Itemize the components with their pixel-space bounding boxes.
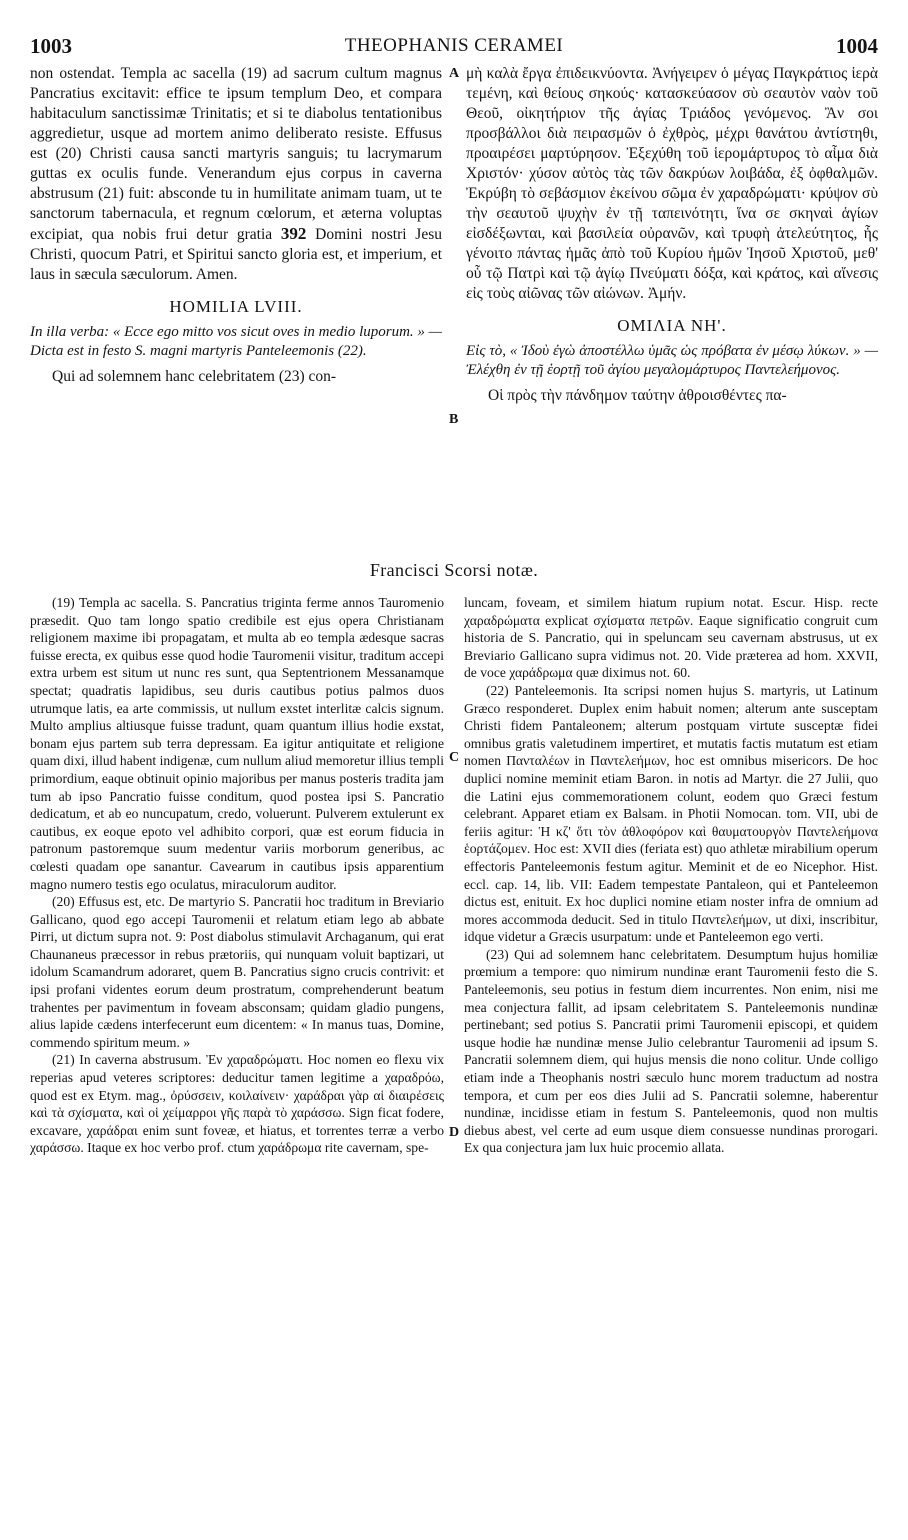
homily-greek-subtitle: Εἰς τὸ, « Ἰδοὺ ἐγὼ ἀποστέλλω ὑμᾶς ὡς πρόβατα ἐν μέσῳ λύκων. » — Ἐλέχθη ἐν τῇ ἑορτῇ τοῦ ἁγίου μεγαλομάρτυρος Παντελεήμονος.	[466, 343, 878, 378]
note-21: (21) In caverna abstrusum. Ἐν χαραδρώματι. Hoc nomen eo flexu vix reperias apud veteres scriptores: deducitur tamen legitime a χαραδρόω, quod est ex Etym. mag., ὀρύσσειν, κοιλαίνειν· χαράδραι γὰρ αἱ διαιρέσεις καὶ τὰ σχίσματα, καὶ οἱ χείμαρροι γῆς παρὰ τὸ χαράσσω. Sign ficat fodere, excavare, χαράδραι enim sunt foveæ, et hiatus, et torrentes terræ a verbo χαράσσω. Itaque ex hoc verbo prof. ctum χαράδρωμα rite cavernam, spe-	[30, 1052, 444, 1156]
notes-right-column	[464, 594, 878, 1157]
column-number: 392	[280, 224, 307, 243]
homily-latin-first-line: Qui ad solemnem hanc celebritatem (23) con-	[52, 368, 337, 385]
latin-paragraph	[30, 64, 442, 285]
homily-latin-title: HOMILIA LVIII.	[169, 297, 303, 316]
greek-paragraph: μὴ καλὰ ἔργα ἐπιδεικνύοντα. Ἀνήγειρεν ὁ μέγας Παγκράτιος ἱερὰ τεμένη, καὶ θείους σηκούς· κατασκεύασον σὺ σεαυτὸν ναὸν τοῦ Θεοῦ, οἰκητήριον τῆς ἁγίας Τριάδος γενόμενος. Ἂν σοι προσβάλλοι διὰ πειρασμῶν ὁ ἐχθρὸς, μέχρι θανάτου ἀντίστηθι, προαιρέσει μαρτύρησον. Ἐξεχύθη τοῦ ἱερομάρτυρος τὸ αἷμα διὰ Χριστόν· χύσον αὐτὸς τὰς τῶν δακρύων λοιβάδα, ἐξ ὀφθαλμῶν. Ἐκρύβη τὸ σεβάσμιον ἐκείνου σῶμα ἐν χαραδρώματι· κρύψον σὺ τὴν σεαυτοῦ ψυχὴν ἐν τῇ ταπεινότητι, ἵνα σε σκηναὶ ἁγίων εἰσδέξωνται, καὶ βασιλεία οὐρανῶν, καὶ τρυφὴ ἀτελεύτητος, ἧς γένοιτο πάντας ἡμᾶς ἀπὸ τοῦ Κυρίου ἡμῶν Ἰησοῦ Χριστοῦ, μεθ' οὗ τῷ Πατρὶ καὶ τῷ ἁγίῳ Πνεύματι δόξα, καὶ κράτος, καὶ αἴνεσις εἰς τοὺς αἰῶνας τῶν αἰώνων. Ἀμήν.	[466, 65, 878, 302]
note-22: (22) Panteleemonis. Ita scripsi nomen hujus S. martyris, ut Latinum Græco responderet. Duplex enim habuit nomen; alterum ante susceptam Christi fidem Pantaleonem; alterum postquam virtute susceptæ fidei omnibus gratis valetudinem impertiret, et mutatis factis mutatum est etiam nomen Πανταλέων in Παντελεήμων, hoc est omnibus misericors. De hoc duplici nomine meminit etiam Baron. in notis ad Martyr. die 27 Julii, quo die Latini ejus commemorationem colunt, eodem quo Græci festum celebrant. Apparet etiam ex Balsam. in Photii Nomocan. tom. VII, ubi de feriis agitur: Ἡ κζ' ὅτι τὸν ἀθλοφόρον καὶ θαυματουργὸν Παντελεήμονα ἑορτάζομεν. Hoc est: XVII dies (feriata est) quo athletæ mirabilium operum effectoris Panteleemonis festum agitur. Meminit et de eo Nicephor. Hist. eccl. cap. 14, lib. VII: Eadem tempestate Pantaleon, qui et Panteleemon dictus est, enituit. Ex hoc duplici nomine etiam noster infra de omnium ad mores accommoda deducit. Sed in titulo Παντελεήμων, ut dixi, inscribitur, idque videtur a Græcis usurpatum: unde et Panteleemon ego verti.	[464, 682, 878, 945]
greek-column	[466, 64, 878, 406]
margin-letter-a: A	[449, 66, 460, 81]
homily-greek-first-line: Οἱ πρὸς τὴν πάνδημον ταύτην ἀθροισθέντες πα-	[488, 387, 787, 404]
margin-letter-b: B	[449, 412, 459, 427]
note-21-continued: luncam, foveam, et similem hiatum rupium notat. Escur. Hisp. recte χαραδρώματα explicat σχίσματα πετρῶν. Eaque significatio congruit cum historia de S. Pancratio, qui in speluncam seu cavernam abstrusus, ut ex Breviario Gallicano supra vidimus not. 20. Vide præterea ad hom. XXVII, de voce χαράδρωμα quæ diximus not. 60.	[464, 595, 878, 681]
latin-column	[30, 64, 442, 387]
running-title: THEOPHANIS CERAMEI	[344, 35, 564, 56]
note-19: (19) Templa ac sacella. S. Pancratius triginta ferme annos Tauromenio præsedit. Quo tam longo spatio credibile est ejus opera Christianam religionem maxime ibi propagatam, et multa ab eo templa ædesque sacras fuisse erecta, ex quibus esse quod hodie Tauromenii visitur, traditum accepi extra urbem est situm ut nunc res sunt, qua Septentrionem Messanamque spectat; quadratis lapidibus, seu duris cautibus potius palmos duos utrumque latis, ea arte commissis, ut nullum exstet interlitæ calcis signum. Multo amplius altiusque fuisse tradunt, quam quantum illius hodie exstat, bonam ejus partem sub terra depressam. Ea igitur antiquitate et religione quam dixi, illud habent indigenæ, cum nullum aliud memoretur illius templi primordium, eaque obtinuit opinio majoribus per manus posteris tradita jam tum ab ipso Pancratio fuisse conditum, quod postea ipsi S. Pancratio dedicatum, et ab eo nuncupatum, credo, voluerunt. Pulverem extulerunt ex cautibus, ex eoque epoto vel adhibito corpori, quæ est eorum fiducia in patronum pastoremque suum medentur variis morborum generibus, ac cœlesti quadam ope sanantur. Cavearum in cautibus ipsis apparentium magno numero testis ego oculatus, miraculorum auditor.	[30, 595, 444, 892]
latin-text-after-column-number: Domini nostri Jesu Christi, quocum Patri, et Spiritui sancto gloria est, et imperium, et laus in sæcula sæculorum. Amen.	[30, 226, 442, 283]
homily-greek-title: ΟΜΙΛΙΑ ΝΗ'.	[617, 316, 727, 335]
note-20: (20) Effusus est, etc. De martyrio S. Pancratii hoc traditum in Breviario Gallicano, quod ego accepi Tauromenii et relatum etiam lego ab abbate Pirri, ut dictum supra not. 9: Post diabolus stimulavit Archaganum, qui erat Chaunaneus præcessor in rebus prætoriis, qui nunquam voluit baptizari, ut idolum Scamandrum adoraret, quem B. Pancratius signo crucis contrivit: et ipsi profani videntes eorum deum prostratum, comprehenderunt beatum trahentes per pavimentum in foveam absconsam; quidam gladio pungens, alius lapide cædens interfecerunt eum dicentem: « In manus tuas, Domine, commendo spiritum meum. »	[30, 894, 444, 1050]
page-number-left: 1003	[30, 34, 72, 58]
page-number-right: 1004	[836, 34, 878, 58]
margin-letter-d: D	[449, 1125, 460, 1140]
homily-latin-subtitle: In illa verba: « Ecce ego mitto vos sicut oves in medio luporum. » — Dicta est in festo S. magni martyris Panteleemonis (22).	[30, 324, 443, 359]
latin-text-before-column-number: non ostendat. Templa ac sacella (19) ad sacrum cultum magnus Pancratius excitavit: effice te ipsum templum Deo, et compara habitaculum sanctissimæ Trinitatis; et si te diabolus tentationibus aggredietur, usque ad mortem animo deliberato resiste. Effusus est (20) Christi causa sancti martyris sanguis; tu lacrymarum guttas ex oculis funde. Venerandum ejus corpus in caverna abstrusum (21) fuit: absconde tu in humilitate animam tuam, ut te sanctorum tabernacula, et regnum cœlorum, et æterna voluptas excipiat, qua nobis frui detur gratia	[30, 65, 442, 243]
notes-heading: Francisci Scorsi notæ.	[369, 560, 539, 580]
page-header	[30, 34, 878, 58]
note-23: (23) Qui ad solemnem hanc celebritatem. Desumptum hujus homiliæ prœmium a tempore: quo nimirum nundinæ erant Tauromenii festo die S. Panteleemonis, seu potius in festum diem incurrentes. Non enim, nisi me mea conjectura fallit, ad ipsam celebritatem S. Panteleemonis nundinæ pertinebant; sed potius S. Pancratii primi Tauromenii episcopi, et quidem usque hodie hæ nundinæ mense Julio celebrantur Tauromenii ad ipsum S. Pancratii solemnem diem, qui hujus mensis die nono colitur. Unde colligo etiam inde a Theophanis nostri sæculo hunc morem traductum ad nostra tempora, et cum per eos dies Julii ad S. Pancratii solemne, haberentur nundinæ, incidisse etiam in festum S. Panteleemonis, quod non multis diebus abest, vel certe ad eum usque diem consuesse nundinas prorogari. Ex qua conjectura jam lux huic procemio allata.	[464, 946, 878, 1156]
margin-letter-c: C	[449, 750, 460, 765]
notes-left-column	[30, 594, 444, 1157]
